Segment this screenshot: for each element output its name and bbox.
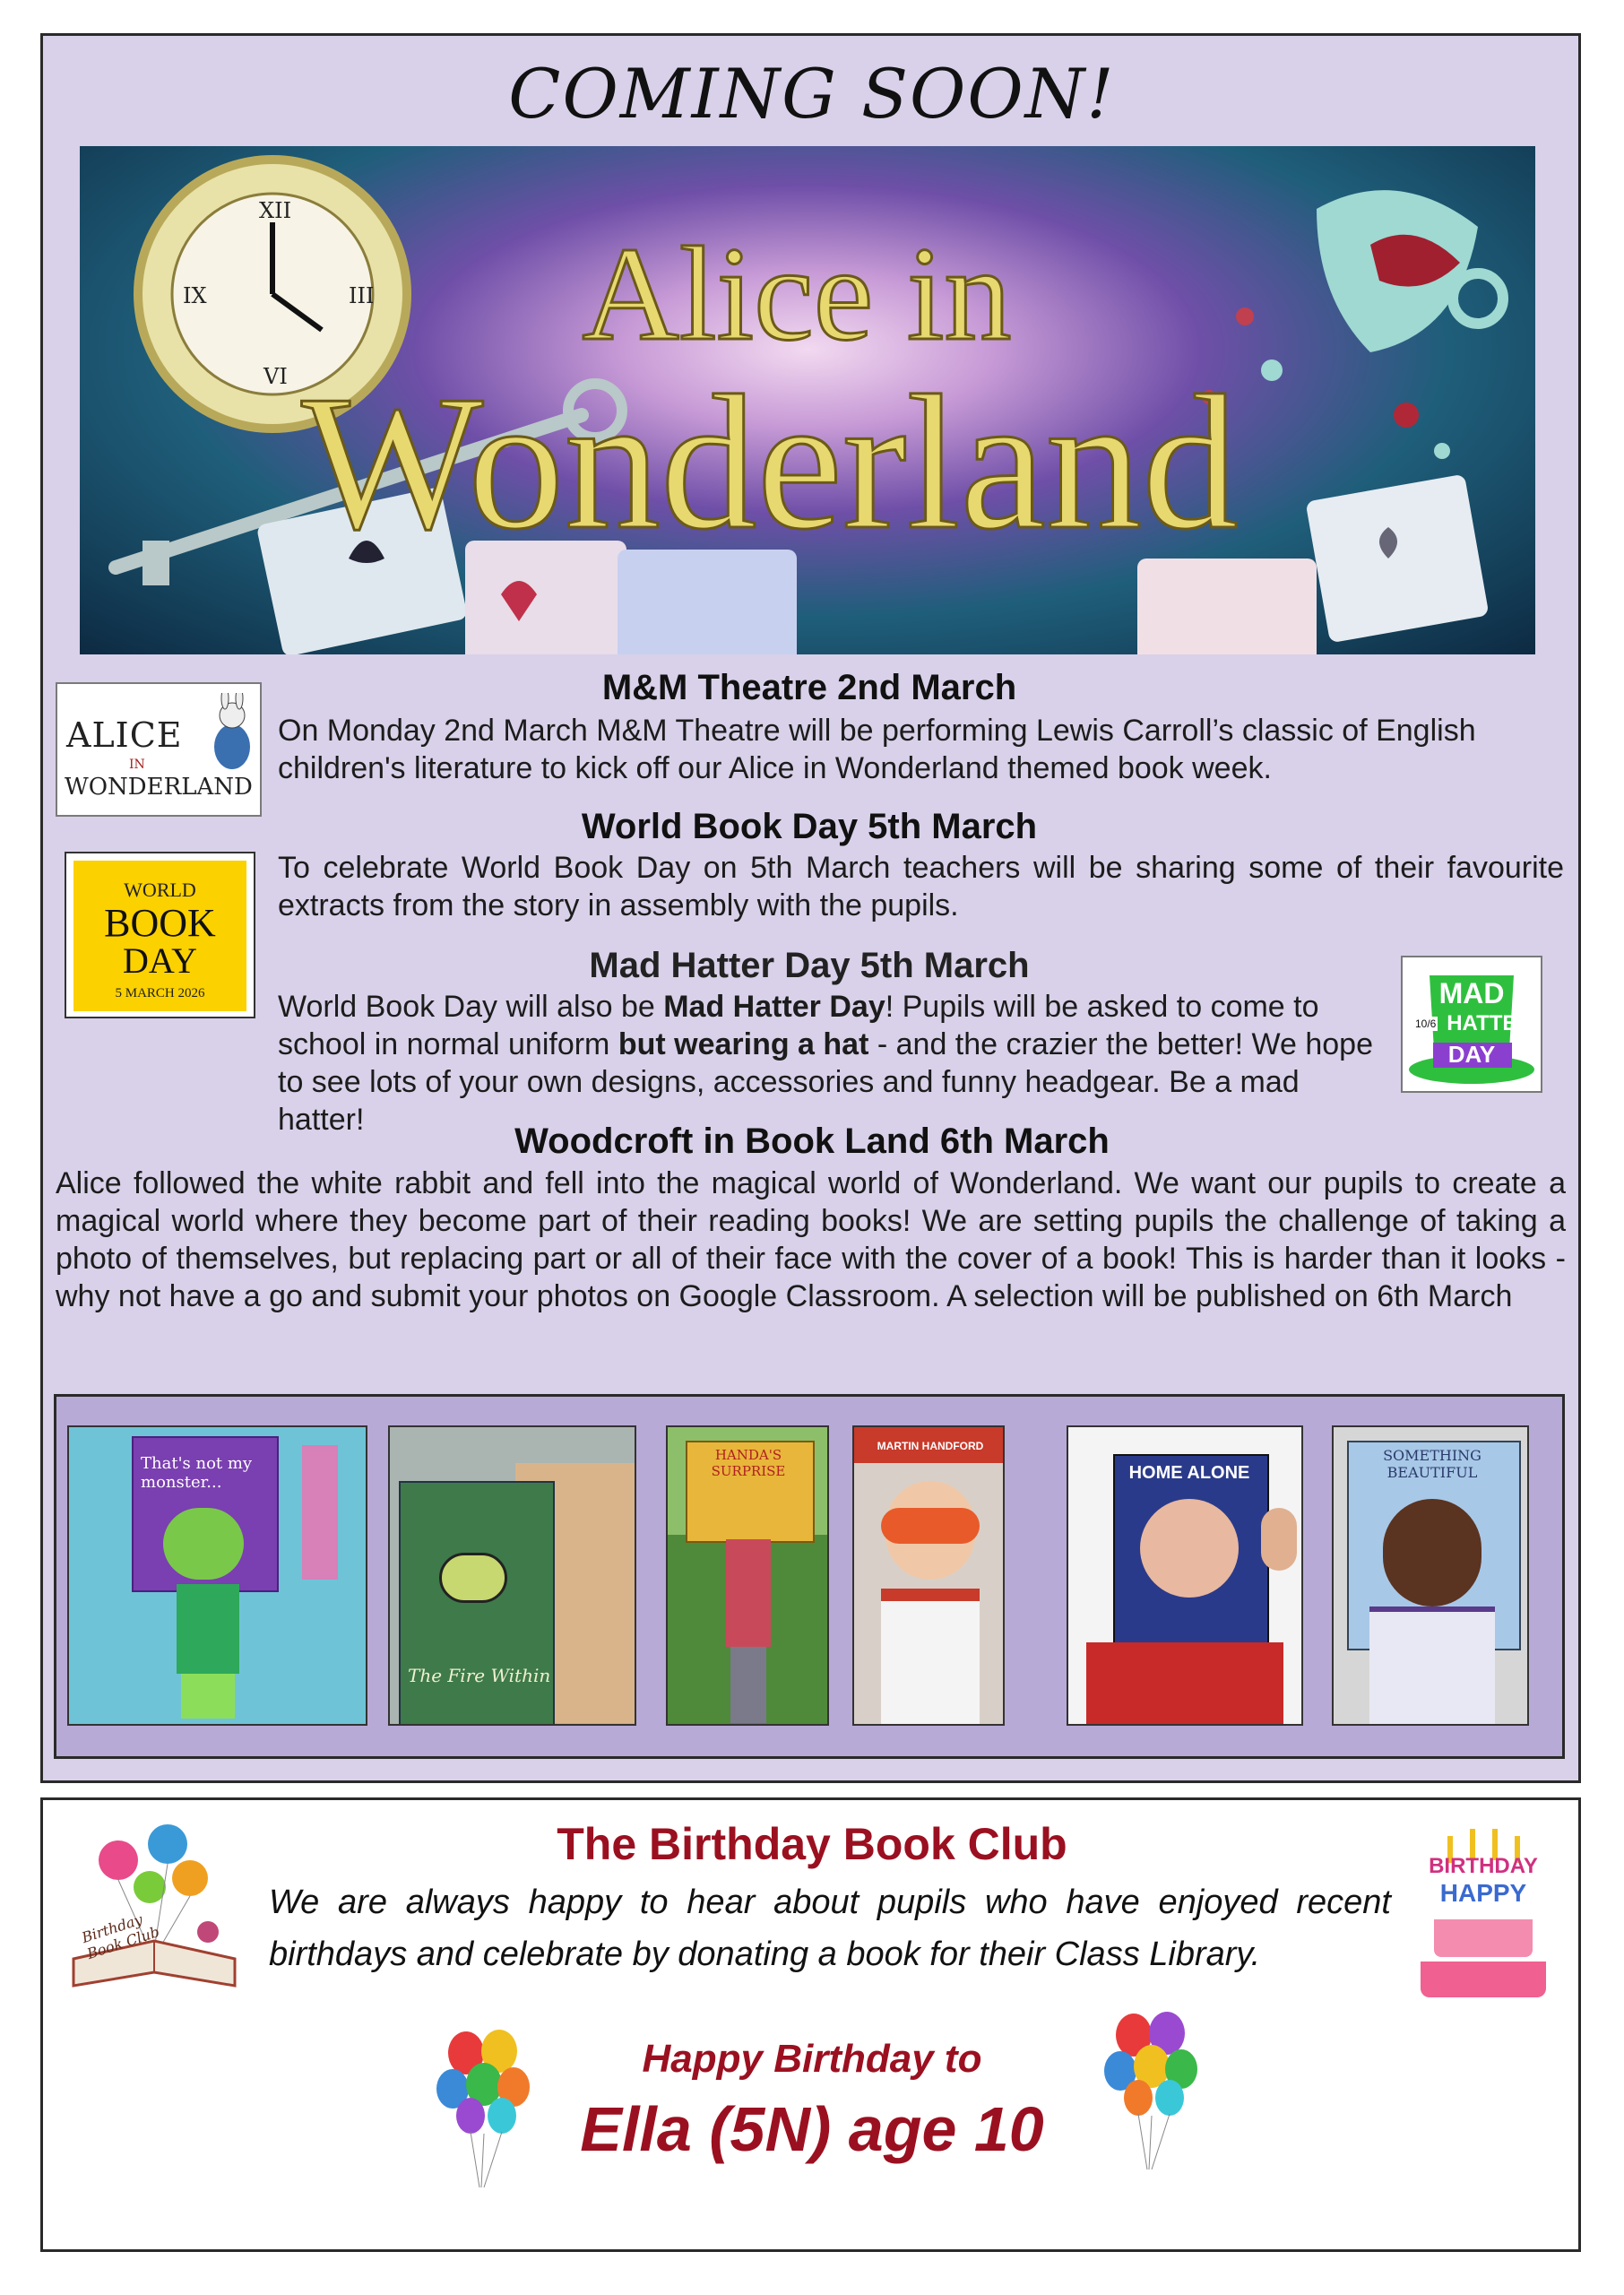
mad-hatter-text-3: - and the crazier the better! We hope to see lots of your own designs, accessories and funny headgear. Be a mad hatter!	[278, 1027, 1373, 1137]
mad-hatter-line1: MAD	[1438, 977, 1505, 1009]
svg-text:III: III	[349, 283, 375, 308]
photo-3-cover-text: HANDA'S SURPRISE	[711, 1447, 786, 1479]
white-rabbit-icon	[205, 693, 259, 774]
logo-text-bottom: WONDERLAND	[65, 774, 253, 801]
banner-title-line2: Wonderland	[301, 355, 1239, 569]
alice-wonderland-logo	[56, 682, 262, 817]
mad-hatter-bold-2: but wearing a hat	[618, 1027, 869, 1061]
mad-hatter-line3: DAY	[1447, 1041, 1496, 1068]
alice-banner-image	[80, 146, 1535, 654]
birthday-pupil-name: Ella (5N) age 10	[580, 2094, 1044, 2164]
mad-hatter-tag: 10/6	[1415, 1018, 1437, 1030]
logo-text-top: ALICE	[66, 715, 183, 755]
banner-title-line1: Alice in	[582, 220, 1012, 368]
mad-hatter-day-logo	[1401, 956, 1542, 1093]
birthday-club-title: The Birthday Book Club	[557, 1819, 1067, 1869]
photo-1-cover-text: That's not my monster...	[141, 1454, 253, 1492]
logo-text-mid: IN	[129, 758, 145, 772]
wbd-line3: DAY	[123, 940, 197, 981]
club-logo-text: Birthday Book Club	[79, 1910, 162, 1963]
birthday-club-text: We are always happy to hear about pupils who have enjoyed recent birthdays and celebrate by donating a book for their Class Library.	[269, 1884, 1391, 1973]
theatre-title: M&M Theatre 2nd March	[601, 668, 1017, 707]
pupil-photo-2	[388, 1425, 636, 1726]
photo-2-cover-text: The Fire Within	[408, 1665, 551, 1686]
teacup-icon	[1202, 190, 1503, 459]
mad-hatter-line2: HATTER	[1447, 1011, 1533, 1035]
banner-illustration	[80, 146, 1535, 654]
pupil-photo-6	[1332, 1425, 1529, 1726]
svg-text:IX: IX	[183, 283, 207, 308]
pupil-photo-1	[67, 1425, 367, 1726]
photo-6-cover-text: SOMETHING BEAUTIFUL	[1383, 1447, 1481, 1481]
pupil-photo-5	[1067, 1425, 1303, 1726]
coming-soon-heading: COMING SOON!	[508, 54, 1116, 134]
pupil-photo-3	[666, 1425, 829, 1726]
cake-text-2: HAPPY	[1439, 1879, 1527, 1907]
world-book-day-logo	[65, 852, 255, 1018]
svg-text:VI: VI	[263, 364, 288, 389]
wbd-line1: WORLD	[124, 879, 196, 901]
book-land-title: Woodcroft in Book Land 6th March	[514, 1122, 1110, 1161]
svg-text:XII: XII	[259, 198, 292, 223]
world-book-day-text: To celebrate World Book Day on 5th March teachers will be sharing some of their favourite extracts from the story in assembly with the pupils.	[278, 851, 1564, 922]
photo-5-cover-text: HOME ALONE	[1128, 1463, 1250, 1483]
mad-hatter-title: Mad Hatter Day 5th March	[589, 946, 1030, 985]
mad-hatter-text-1: World Book Day will also be	[278, 990, 664, 1024]
cake-icon	[1403, 1818, 1564, 2006]
wbd-date: 5 MARCH 2026	[115, 986, 205, 1000]
pupil-photo-4	[852, 1425, 1005, 1726]
cake-text-1: BIRTHDAY	[1429, 1854, 1538, 1878]
birthday-cake-image	[1403, 1818, 1564, 2006]
happy-birthday-heading: Happy Birthday to	[642, 2037, 982, 2081]
theatre-text: On Monday 2nd March M&M Theatre will be performing Lewis Carroll’s classic of English children's literature to kick off our Alice in Wonderland themed book week.	[278, 714, 1476, 785]
mad-hatter-text-2: ! Pupils will be asked to come to school in normal uniform	[278, 990, 1319, 1061]
photo-4-cover-text: MARTIN HANDFORD	[877, 1440, 984, 1452]
mad-hatter-bold-1: Mad Hatter Day	[663, 990, 885, 1024]
mad-hatter-text-block	[278, 988, 1389, 1139]
world-book-day-title: World Book Day 5th March	[581, 807, 1038, 846]
wbd-line2: BOOK	[104, 901, 216, 945]
book-land-text: Alice followed the white rabbit and fell into the magical world of Wonderland. We want our pupils to create a magical world where they become part of their reading books! We are setting pupils the challenge of taking a photo of themselves, but replacing part or all of their face with the cover of a book! This is harder than it looks - why not have a go and submit your photos on Google Classroom. A selection will be published on 6th March	[56, 1166, 1566, 1313]
